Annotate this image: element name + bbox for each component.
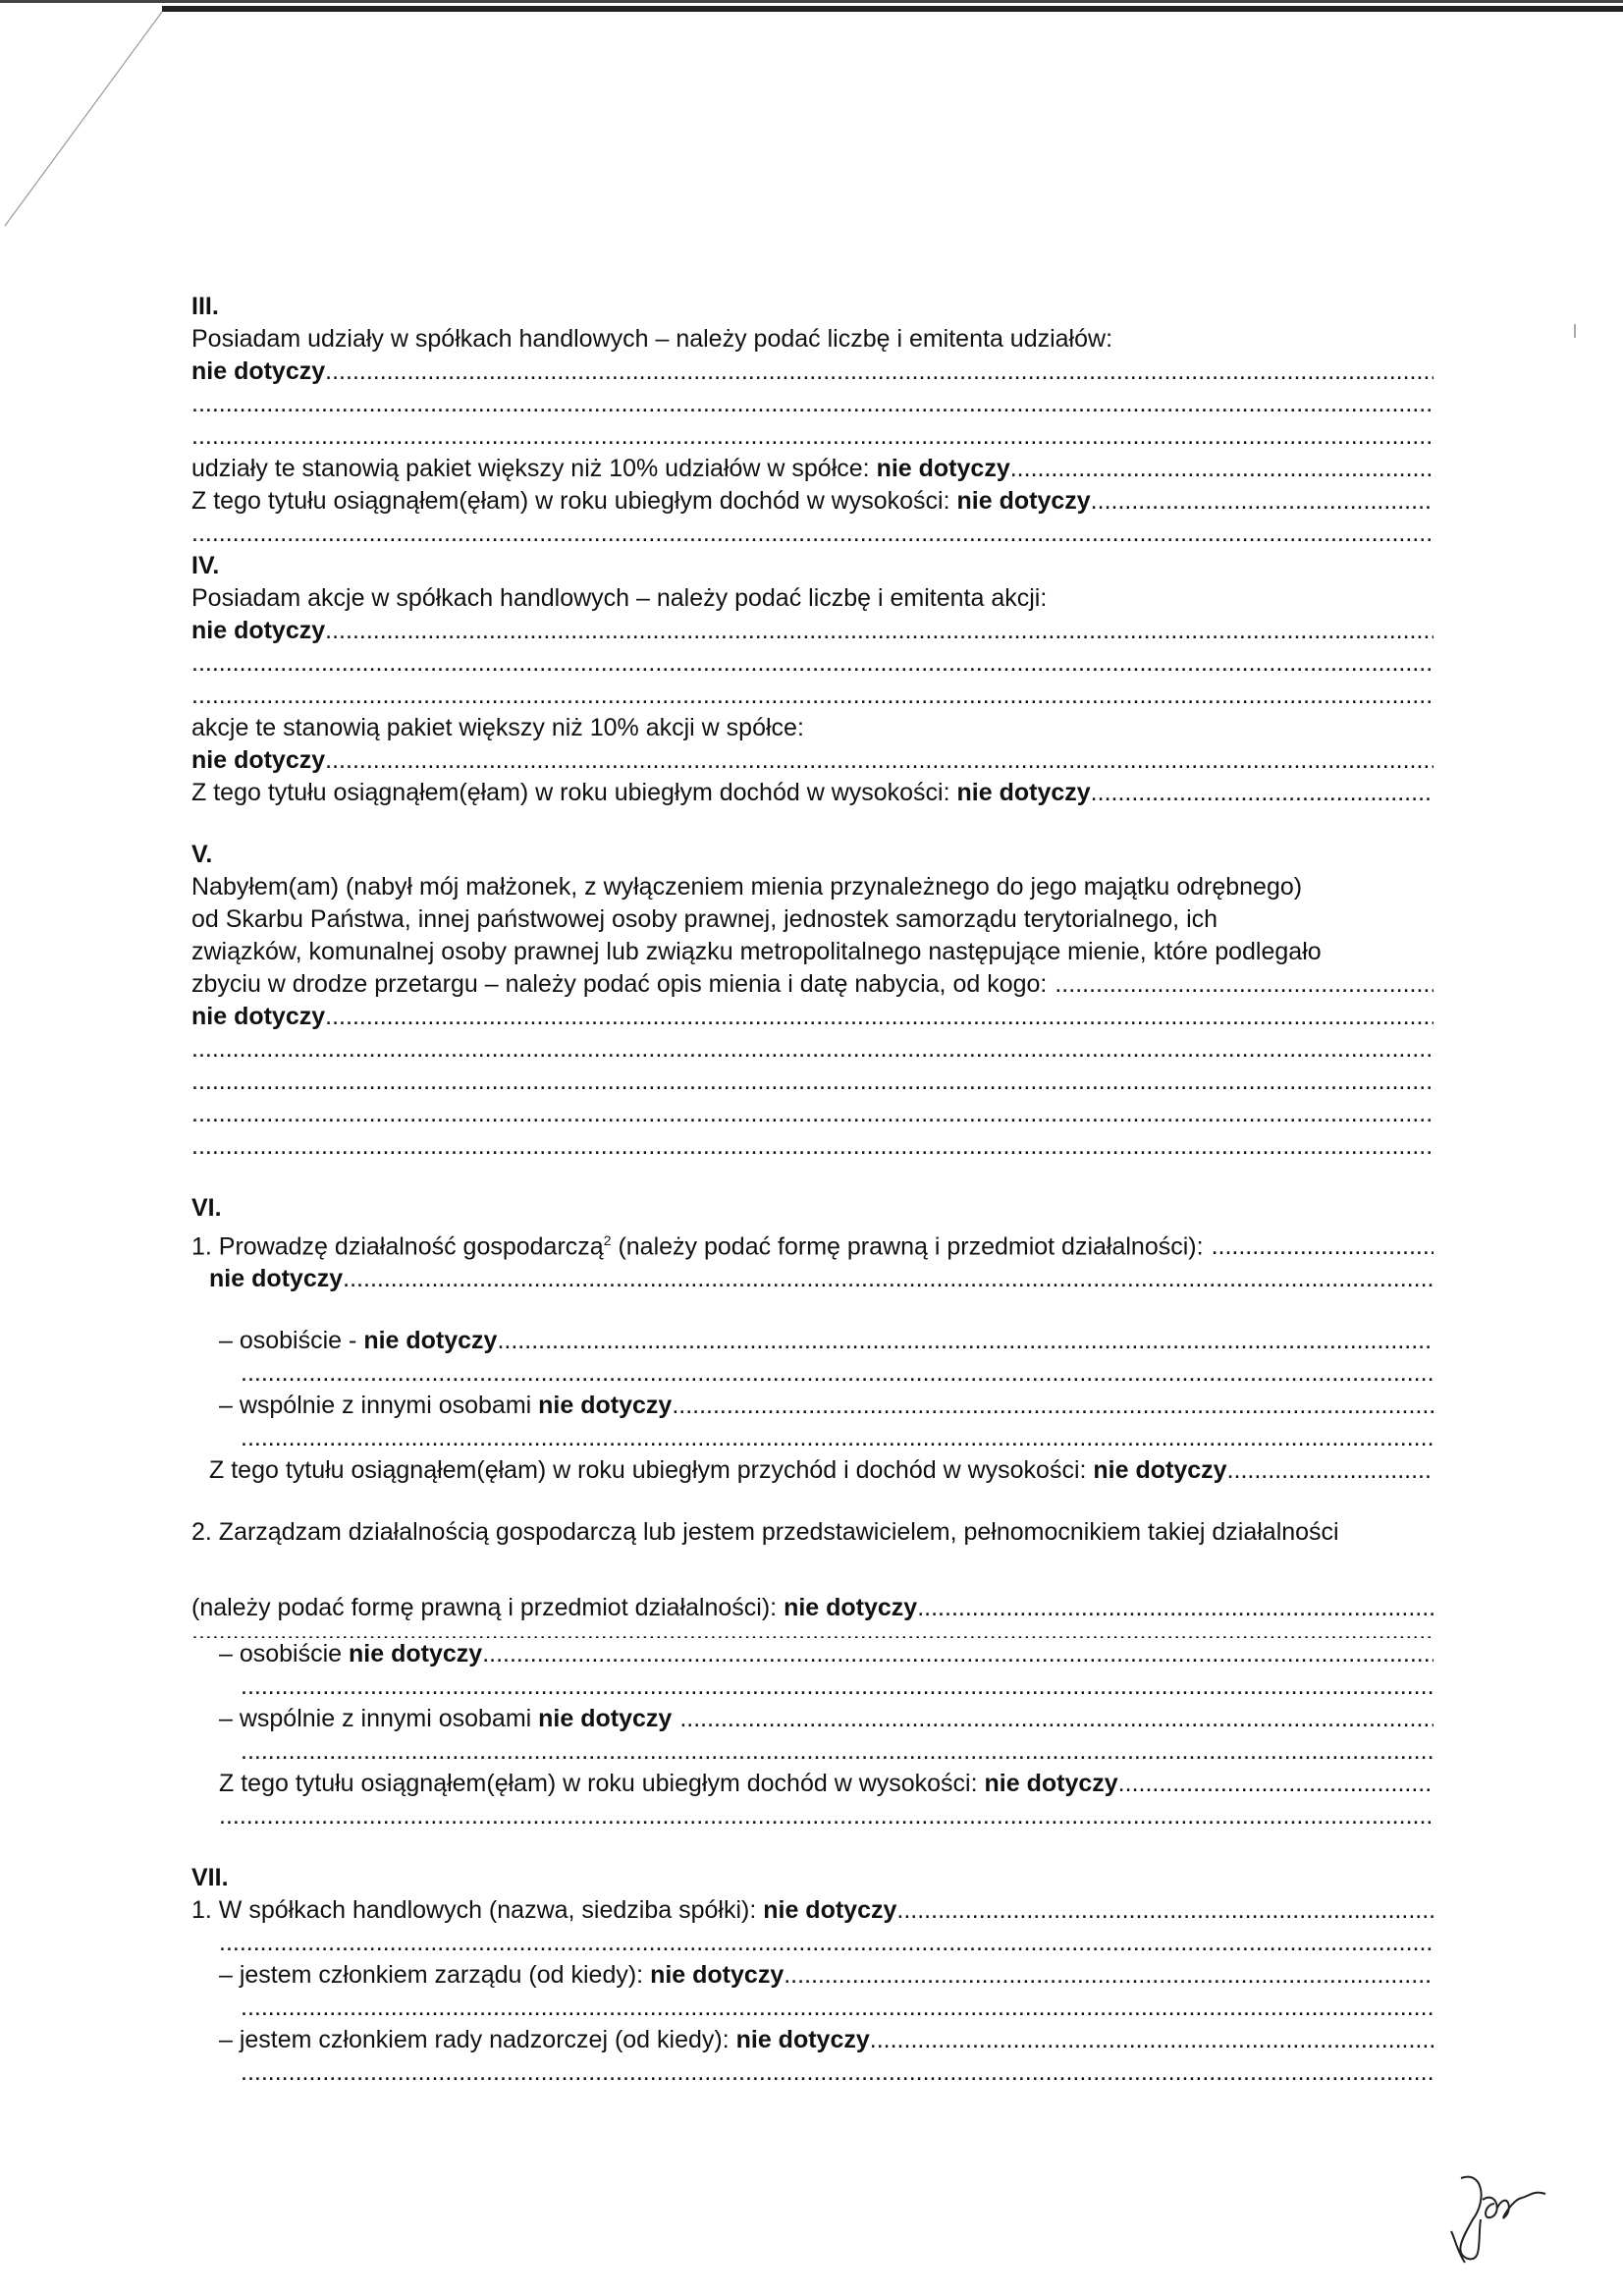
section-title-iv: IV. — [191, 552, 220, 579]
section-iv-intro: Posiadam akcje w spółkach handlowych – należy podać liczbę i emitenta akcji: — [191, 584, 1048, 612]
dotted-line — [191, 647, 1434, 680]
section-title-vi: VI. — [191, 1194, 222, 1222]
folded-corner — [0, 0, 196, 246]
document-page — [191, 291, 1434, 2089]
section-vi-item-1: 1. Prowadzę działalność gospodarczą$^2$ (należy podać formę prawną i przedmiot działalności): ..... — [191, 1225, 1434, 1263]
dotted-line — [191, 1098, 1434, 1130]
scan-mark — [1574, 324, 1576, 338]
section-vi-item-2-cont: (należy podać formę prawną i przedmiot działalności): nie dotyczy ..... — [191, 1592, 1434, 1624]
dotted-line — [191, 1422, 1434, 1454]
dotted-line — [191, 1066, 1434, 1098]
section-vi-personally-2: – osobiście nie dotyczy ..... — [191, 1638, 1434, 1670]
dotted-line — [191, 388, 1434, 420]
dotted-line — [191, 518, 1434, 550]
section-title-v: V. — [191, 841, 213, 868]
section-iii-answer-1: nie dotyczy ..... — [191, 355, 1434, 388]
dotted-line — [191, 1927, 1434, 1959]
dotted-line — [191, 1624, 1434, 1638]
section-vi-item-2: 2. Zarządzam działalnością gospodarczą lub jestem przedstawicielem, pełnomocnikiem takiej działalności — [191, 1518, 1339, 1547]
section-vi-personally-1: – osobiście - nie dotyczy ..... — [191, 1325, 1434, 1357]
section-v-text-3: związków, komunalnej osoby prawnej lub związku metropolitalnego następujące mienie, które podlegało — [191, 938, 1322, 965]
section-vi-income-1: Z tego tytułu osiągnąłem(ęłam) w roku ubiegłym przychód i dochód w wysokości: nie dotyczy ..... — [191, 1454, 1434, 1487]
section-title-iii: III. — [191, 293, 219, 320]
section-vi-answer-1: nie dotyczy ..... — [191, 1263, 1434, 1295]
section-iv-answer-2: nie dotyczy ..... — [191, 744, 1434, 777]
dotted-line — [191, 680, 1434, 712]
section-v-text-1: Nabyłem(am) (nabył mój małżonek, z wyłączeniem mienia przynależnego do jego majątku odrębnego) — [191, 873, 1303, 901]
section-iii-income: Z tego tytułu osiągnąłem(ęłam) w roku ubiegłym dochód w wysokości: nie dotyczy ..... — [191, 485, 1434, 518]
section-vi-income-2: Z tego tytułu osiągnąłem(ęłam) w roku ubiegłym dochód w wysokości: nie dotyczy ..... — [191, 1768, 1434, 1800]
scan-shadow-top — [162, 6, 1623, 12]
section-title-vii: VII. — [191, 1864, 229, 1892]
section-vi-jointly-1: – wspólnie z innymi osobami nie dotyczy ..... — [191, 1390, 1434, 1422]
section-iii-intro: Posiadam udziały w spółkach handlowych – należy podać liczbę i emitenta udziałów: — [191, 325, 1113, 353]
dotted-line — [191, 420, 1434, 453]
section-vi-jointly-2: – wspólnie z innymi osobami nie dotyczy ..... — [191, 1703, 1434, 1735]
dotted-line — [191, 1992, 1434, 2024]
scan-edge-top — [0, 0, 1623, 3]
section-v-answer-1: nie dotyczy ..... — [191, 1001, 1434, 1033]
dotted-line — [191, 1357, 1434, 1390]
dotted-line — [191, 1130, 1434, 1163]
section-v-text-4: zbyciu w drodze przetargu – należy podać opis mienia i datę nabycia, od kogo: ..... — [191, 968, 1434, 1001]
dotted-line — [191, 1800, 1434, 1832]
section-iii-share-pack: udziały te stanowią pakiet większy niż 10% udziałów w spółce: nie dotyczy ..... — [191, 453, 1434, 485]
section-vii-board-member: – jestem członkiem zarządu (od kiedy): nie dotyczy ..... — [191, 1959, 1434, 1992]
section-iv-share-pack: akcje te stanowią pakiet większy niż 10% akcji w spółce: — [191, 714, 804, 741]
handwritten-signature — [1443, 2160, 1561, 2269]
dotted-line — [191, 2056, 1434, 2089]
section-iv-answer-1: nie dotyczy ..... — [191, 615, 1434, 647]
dotted-line — [191, 1670, 1434, 1703]
dotted-line — [191, 1033, 1434, 1066]
dotted-line — [191, 1735, 1434, 1768]
section-vii-item-1: 1. W spółkach handlowych (nazwa, siedziba spółki): nie dotyczy ..... — [191, 1894, 1434, 1927]
section-vii-supervisory-board: – jestem członkiem rady nadzorczej (od kiedy): nie dotyczy ..... — [191, 2024, 1434, 2056]
section-v-text-2: od Skarbu Państwa, innej państwowej osoby prawnej, jednostek samorządu terytorialnego, ich — [191, 905, 1218, 933]
section-iv-income: Z tego tytułu osiągnąłem(ęłam) w roku ubiegłym dochód w wysokości: nie dotyczy ..... — [191, 777, 1434, 809]
